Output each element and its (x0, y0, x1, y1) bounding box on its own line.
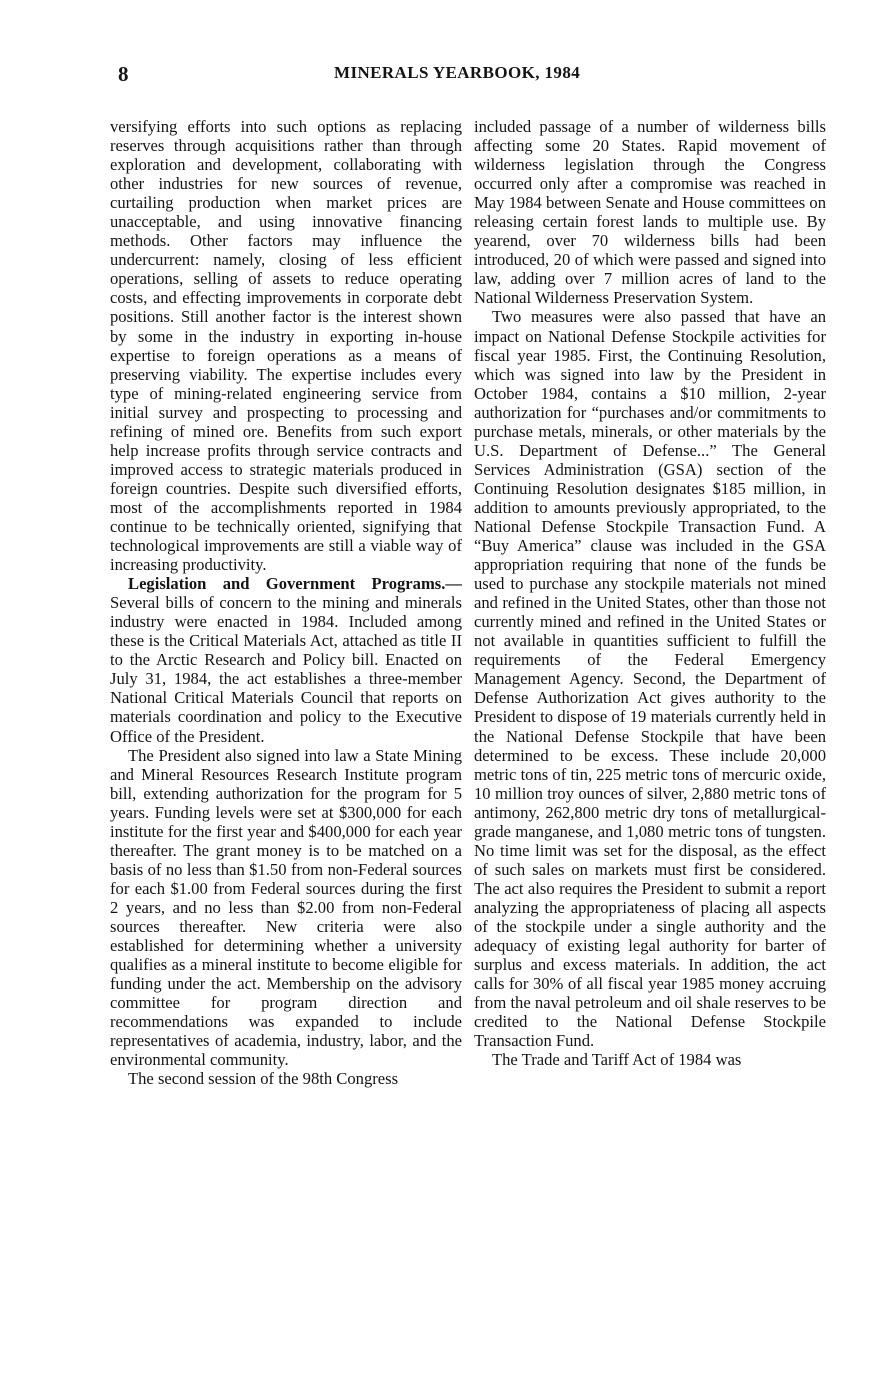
left-column (110, 117, 462, 1088)
section-heading-legislation: Legislation and Government Programs.— (128, 574, 462, 594)
paragraph-stockpile: Two measures were also passed that have an impact on National Defense Stockpile activities for fiscal year 1985. First, the Continuing Resolution, which was signed into law by the President in October 1984, contains a $10 million, 2-year authorization for “purchases and/or commitments to purchase metals, minerals, or other materials by the U.S. Department of Defense...” The General Services Administration (GSA) section of the Continuing Resolution designates $185 million, in addition to amounts previously appropriated, to the National Defense Stockpile Transaction Fund. A “Buy America” clause was included in the GSA appropriation requiring that none of the funds be used to purchase any stockpile materials not mined and refined in the United States, other than those not currently mined and refined in the United States or not available in quantities sufficient to fulfill the requirements of the Federal Emergency Management Agency. Second, the Department of Defense Authorization Act gives authority to the President to dispose of 19 materials currently held in the National Defense Stockpile that have been determined to be excess. These include 20,000 metric tons of tin, 225 metric tons of mercuric oxide, 10 million troy ounces of silver, 2,880 metric tons of antimony, 262,800 metric dry tons of metallurgical-grade manganese, and 1,080 metric tons of tungsten. No time limit was set for the disposal, as the effect of such sales on markets must first be considered. The act also requires the President to submit a report analyzing the appropriateness of placing all aspects of the stockpile under a single authority and the adequacy of existing legal authority for barter of surplus and excess materials. In addition, the act calls for 30% of all fiscal year 1985 money accruing from the naval petroleum and oil shale reserves to be credited to the National Defense Stockpile Transaction Fund. (474, 307, 826, 1051)
running-title: MINERALS YEARBOOK, 1984 (334, 63, 581, 82)
paragraph-legislation (110, 574, 462, 745)
right-column (474, 117, 826, 1069)
paragraph-legislation-body: Several bills of concern to the mining and minerals industry were enacted in 1984. Included among these is the Critical Materials Act, attached as title II to the Arctic Research and Policy bill. Enacted on July 31, 1984, the act establishes a three-member National Critical Materials Council that reports on materials coordination and policy to the Executive Office of the President. (110, 593, 462, 746)
page-number: 8 (118, 62, 129, 86)
page-header (112, 62, 834, 88)
paragraph-research-institute: The President also signed into law a State Mining and Mineral Resources Research Institute program bill, extending authorization for the program for 5 years. Funding levels were set at $300,000 for each institute for the first year and $400,000 for each year thereafter. The grant money is to be matched on a basis of no less than $1.50 from non-Federal sources for each $1.00 from Federal sources during the first 2 years, and no less than $2.00 from non-Federal sources thereafter. New criteria were also established for determining whether a university qualifies as a mineral institute to become eligible for funding under the act. Membership on the advisory committee for program direction and recommendations was expanded to include representatives of academia, industry, labor, and the environmental community. (110, 745, 462, 1070)
paragraph-congress-session: The second session of the 98th Congress (128, 1069, 399, 1089)
paragraph-trade-tariff: The Trade and Tariff Act of 1984 was (492, 1050, 742, 1070)
paragraph-continuation: versifying efforts into such options as replacing reserves through acquisitions rather than through exploration and development, collaborating with other industries for new sources of revenue, curtailing production when market prices are unacceptable, and using innovative financing methods. Other factors may influence the undercurrent: namely, closing of less efficient operations, selling of assets to reduce operating costs, and effecting improvements in corporate debt positions. Still another factor is the interest shown by some in the industry in exporting in-house expertise to foreign operations as a means of preserving viability. The expertise includes every type of mining-related engineering service from initial survey and prospecting to processing and refining of mined ore. Benefits from such export help increase profits through service contracts and improved access to strategic materials produced in foreign countries. Despite such diversified efforts, most of the accomplishments reported in 1984 continue to be technically oriented, signifying that technological improvements are still a viable way of increasing productivity. (110, 117, 462, 575)
paragraph-wilderness: included passage of a number of wilderness bills affecting some 20 States. Rapid movement of wilderness legislation through the Congress occurred only after a compromise was reached in May 1984 between Senate and House committees on releasing certain forest lands to multiple use. By yearend, over 70 wilderness bills had been introduced, 20 of which were passed and signed into law, adding over 7 million acres of land to the National Wilderness Preservation System. (474, 117, 826, 308)
